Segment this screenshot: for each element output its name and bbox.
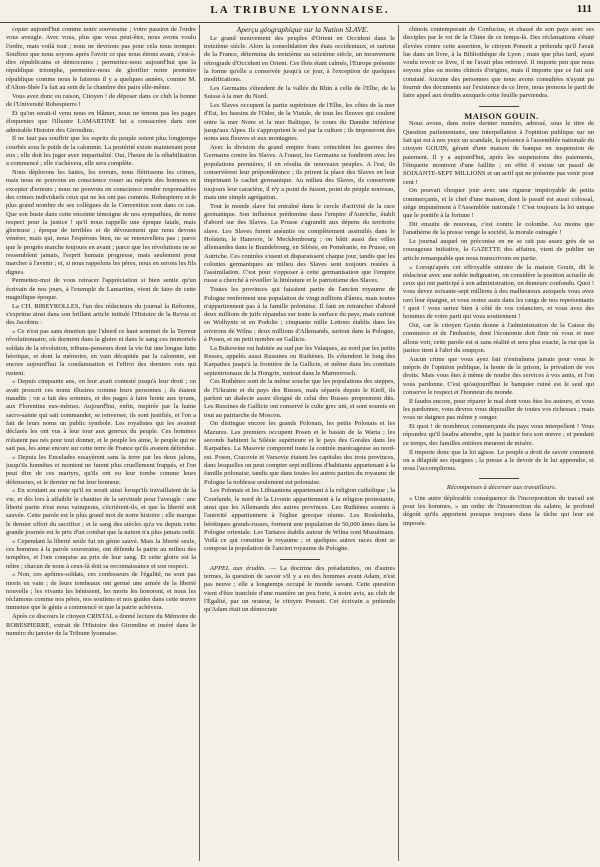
separator [280, 559, 320, 560]
col2-paragraph: Le grand mouvement des peuples d'Orient en Occident dans le treizième siècle. Alors la consolidation des états occidentaux, et surtout de la France, détermina du treizième au seizième siècle, un mouvement rétrograde d'Occident en Orient. Ces flots étant calmés, l'Europe présente la forme qu'elle a conservée jusqu'à ce jour, à l'exception de quelques modifications. [204, 34, 395, 84]
col3-paragraph: On pouvait choquer jour avec une rigueur impitoyable de petits commerçants, et le chef d'une maison, dont le passif est aussi colossal, siège impunément à l'Assemblée nationale ! C'est toujours la loi unique que le pontife à la fortune ! [403, 187, 594, 220]
col1-paragraph: « Ce n'est pas sans émotion que l'abord ce haut sommet de la Terreur révolutionnaire, où dorment dans la gloire et dans le sang ces immortels soldats de la révolution, tribuns-penseurs dont la vie fut une longue lutte héroïque, et dont la mémoire, en vain décapitée par la calomnie, est encore aujourd'hui la condamnation et l'effroi des derniers rois qui restent. [6, 328, 196, 377]
col2-paragraph: La Bukowine est habitée au sud par les Valaques, au nord par les petits Russes, appelés aussi Russines ou Ruthènes. Ils s'étendent le long des Karpathes jusqu'à la frontière de la Gallicie, et même dans les comitats septentrionaux de la Hongrie, surtout dans le Marmorosch. [204, 344, 395, 377]
col1-paragraph: « En scrutant au reste qu'il en serait ainsi lorsqu'ils travaillaient de la vie, et dès lors à affaiblir le chantier de la servitude pour l'aveugle : une liberté partie n'est nous vainquons, s'écrièrent-ils, et que la liberté soit sauvée. Cette parole est le plus grand mot de notre histoire ; elle marque le dernier effort du sacrifice ; et le sang des siècles qu'a vu depuis cette grande journée est le prix d'un combat que la nation n'a plus jamais redit. [6, 487, 196, 536]
section-title: Aperçu géographique sur la Nation SLAVE. [236, 26, 369, 34]
col3-paragraph: Et quoi ! de nombreux commerçants du pays vous interpellent ! Vous répondez qu'il faudra attendre, que la justice fera son œuvre ; et pendant ce temps, des familles entières meurent de misère. [403, 423, 594, 447]
col3-paragraph: Il faudra encore, pour réparer le mal dont vous êtes les auteurs, et vous les pardonner, vous devrez vous dépouiller de toutes vos richesses ; mais vous ne daignez pas même y songer. [403, 397, 594, 422]
col2-paragraph: Avec la division du grand empire franc coïncident les guerres des Germains contre les Slaves. A l'ouest, les Germains se fondirent avec les populations premières, il en résulta de nouveaux peuples. A l'est, ils conservèrent leur prépondérance ; ils prirent la place des Slaves en leur imprimant le cachet germanique. Au milieu des Slaves, ils conservent toujours leur caractère, il n'y a point de fusion, point de peuple nouveau, mais une simple agrégation. [204, 144, 395, 201]
col3-paragraph: « Lorsqu'après cet effroyable sinistre de la maison Gouin, dit le rédacteur avec une noble indignation, on considère la position actuelle de ceux qui ont participé à son administration, on demeure confondu. Quoi ! vous devez soixante-sept millions à des malheureux auxquels vous avez ravi leur épargne, et vous restez assis dans les rangs de nos représentants ! quoi ! vous seriez bien à côté de vos créanciers, et vous avez des hommes de votre parti qui vous soutiennent ! [403, 263, 594, 321]
col1-paragraph: Il ne faut pas souffrir que les esprits du peuple soient plus longtemps courbés sous le poids de la calomnie. La postérité existe maintenant pour eux ; elle doit les juger avec impartialité. Oui, l'heure de la réhabilitation a commencé ; elle s'achèvera, elle sera complète. [6, 135, 196, 168]
note-text: — La doctrine des préadamites, ou d'autres termes, la question de savoir s'il y a eu des hommes avant Adam, n'est pas neuve ; elle a longtemps occupé le monde savant. Cette question vient d'être tranchée d'une manière un peu forte, à notre avis, au club de l'Égalité, par un orateur, le citoyen Ponsett. Cet écrivain a prétendu qu'Adam était un démocrate [204, 564, 395, 614]
col1-paragraph: « Depuis les Encelades essayèrent sans la terre par les deux jalons, jusqu'ils honnêtes et montent ne furent plus cruellement frappés, et l'on peut dire de ces martyrs, qu'ils ont eu leur tombe comme leurs défenseurs, et le dernier ne fut leur honneur. [6, 453, 196, 486]
separator [479, 106, 519, 107]
page-number: 111 [576, 3, 592, 15]
col1-paragraph: Après ce discours le citoyen CRISTAL a donné lecture du Mémoire de ROBESPIERRE, extrait de l'Histoire des Girondins et inséré dans le numéro du janvier de la Tribune lyonnaise. [6, 613, 196, 637]
appeal-note [204, 565, 395, 615]
bottom-section-text: « Une autre déplorable conséquence de l'incorporation du travail est pour les hommes, » un ordre de l'insurrection du salaire, le profond dégoût qu'ils apportent presque toujours dans la tâche qui leur est imposée. [403, 494, 594, 527]
col3-paragraph: Oui, car le citoyen Gouin donne à l'administration de la Caisse du commerce et de l'industrie, dont l'économie doit finir où vous et moi allons voir, cette parole est si sans réalité et sera plus exacte, la rue que la justice tient à l'abri du soupçon. [403, 322, 594, 354]
column-rule [199, 25, 200, 861]
col3-paragraph: Nous avons, dans notre dernier numéro, adressé, sous le titre de Question parlementaire, une interpellation à l'opinion publique sur un fait qui est à nos yeux un scandale, la présence à l'assemblée nationale du citoyen GOUIN, gérant d'une maison de banque en suspension de paiement. Il y a aujourd'hui, après les suspensions des paiements, l'étiquette montrent d'une faillite ; en effet il existe un passif de SOIXANTE-SEPT MILLIONS et un actif qui ne présente pas venir pour cent ! [403, 120, 594, 186]
col1-paragraph: « Cependant la liberté seule fut un génie sauvé. Mais la liberté seule, ces hommes à la parole souveraine, ont défendu la patrie au milieu des tempêtes, et l'ont conquise au prix de leur sang. Et cette gloire est la nôtre ; chacun de nous à ceux-là doit sa reconnaissance et son respect. [6, 537, 196, 570]
note-title: APPEL aux érudits. [210, 564, 266, 572]
col1-paragraph: Vous avez donc eu raison, Citoyen ! de déposer dans ce club la bonne de l'Université Robespierre ! [6, 92, 196, 109]
bottom-section-title: Récompenses à décerner aux travailleurs. [446, 484, 557, 492]
newspaper-title: LA TRIBUNE LYONNAISE. [210, 4, 390, 16]
masthead [0, 0, 600, 23]
col2-paragraph: Ces Ruthènes sont de la même souche que les populations des steppes, de l'Ukraine et du pays des Russes, mais séparés depuis le Kieff, ils parlent un dialecte assez éloigné de celui des Russes proprement dits. Les Russines de Gallicie ont conservé le culte grec uni, et sont soumis en tout au patriarche de Moscou. [204, 378, 395, 419]
col3-paragraph: Dit ensuite de nouveau, c'est contre le colombe. Au moins que l'anathème de la presse venge la société, la morale outragée ! [403, 221, 594, 237]
col1-paragraph: Nous déplorons les fautes, les erreurs, nous flétrissons les crimes, mais nous ne pouvons en conscience vouer au mépris des hommes ni excepter d'erreurs ; nous ne pouvons en conscience rendre responsables des crimes individuels ceux qui ne les ont pas commis. Robespierre et le plus grand nombre de ses collègues de la Convention sont dans ce cas. Que son buste dans cette enceinte témoigne de nos sympathies, de notre respect pour la justice ! qu'il nous rappelle une époque fatale, mais glorieuse ; époque de terribles et de dévouement que nous devons vénérer, mais qui, nous l'espérons bien, ne se renouvellera pas ; parce que le progrès marche toujours en avant ; parce que les révolutions ne se ressemblent jamais, l'esprit humain progresse, mais seulement pour marcher à l'avenir ; et, si nous rappelons les pères, nous en serons les fils dignes. [6, 169, 196, 276]
col3-intro: chinois contemporain de Confucius, et chassé de son pays avec ses disciples par le roi de la Chine de ce temps-là. Des réclamations s'étant élevées contre cette assertion, le citoyen Ponsett a prétendu qu'il l'avait lue dans un livre, à la Bibliothèque de Lyon ; mais que plus tard, ayant voulu revoir ce livre, il ne l'avait plus retrouvé. Il importe peu que nous soyons plus ou moins chinois d'origine, mais il importe que ce fait soit constaté. Aucune des personnes que nous avons consultées n'ayant pu fournir des documents sur l'existence de ce livre, nous prenons le parti de faire appel aux érudits auxquels cette feuille parviendra. [403, 26, 594, 100]
col3-paragraph: Il importe donc que la loi agisse. Le peuple a droit de savoir comment on a dilapidé ses épargnes ; la presse a le devoir de le lui apprendre, et nous l'accomplirons. [403, 448, 594, 473]
col1-paragraph: copier aujourd'hui comme notre souveraine ; votre passion de l'ordre vous aveugle. Avec vous, plus que vous peut-être, nous avons voulu l'ordre, mais voilà tout ; nous ne devrions pas pour cela nous tromper. Souffrez que nous soyons après l'avoir ce que nous étions avant, c'est-à-dire républicains et démocrates ; permettez-nous aujourd'hui que la république triomphe, permettez-nous de glorifier notre première république comme nous le faisions il y a quelques années, comme M. d'Alton-Shée l'a fait au sein de la chambre des pairs elle-même. [6, 26, 196, 92]
col1-paragraph: Permettez-moi de vous retracer l'appréciation si bien sentie qu'un écrivain de nos jours, à l'exemple de Lamartine, vient de faire de cette magnifique époque. [6, 277, 196, 301]
col1-paragraph: La CH. RIBEYROLLES, l'un des rédacteurs du journal la Réforme, s'exprime ainsi dans son brillant article intitulé l'Histoire de la Revue et des Jacobins : [6, 302, 196, 327]
column-rule [398, 25, 399, 861]
col1-paragraph: « Depuis cinquante ans, on leur avait contesté jusqu'à leur droit ; on avait proscrit ces noms illustres comme leurs personnes ; ils étaient maudits ; on a fait des sommes, et des pages à faire honte aux tyrans, aux Florentins eux-mêmes. Aujourd'hui, enfin, inspirée par la haine sacro-sainte qui sait commander, se renverser, ils sont justifiés, et l'on a fait de leurs noms un public symbole. Les royalistes qui les avaient déclarés les ont vus à leur tour aux genoux du peuple. Ces hommes n'étaient pas nés pour tout donner, et le peuple les aime, le peuple qui ne sait pas, les aime encore sur cette terre de France qu'ils avaient défendue. [6, 378, 196, 452]
col3-paragraph: Le journal auquel on préconise en ne se rait pas assez grès de sa courageuse initiative, la GAZETTE des affaires, vient de publier un article remarquable que nous transcrivons en partie. [403, 238, 594, 262]
col2-paragraph: Les Polonais et les Lithuaniens appartenant à la religion catholique ; la Courlande, le nord de la Livonie appartiennent à la religion protestante, ainsi que les Allemands des autres provinces. Les Ruthènes soumis à l'autorité appartiennent à l'église grecque réunie. Les Roskolniks, hérétiques grands-russes, forment une population de 50,000 âmes dans la Pologne orientale. Les Tartares établis autour de Wilna sont Musulmans. Voilà ce qui constitue le royaume ; et quelques autres races dont se compose la population de l'ancien royaume de Pologne. [204, 487, 395, 553]
column-2 [204, 26, 395, 860]
col1-paragraph: « Non, ces apôtres-soldats, ces confesseurs de l'égalité, ne sont pas morts en vain ; de leurs tombeaux ont germé une armée de la liberté nouvelle ; les vivants les bénissent, les morts les honorent, et nous les réclamons comme nos pères, nos soutiens et nos guides dans cette œuvre immense que le génie a commencé et que la patrie achèvera. [6, 571, 196, 612]
col3-paragraph: Aucun crime que vous ayez fait n'entraînera jamais pour vous le mépris de l'opinion publique, la honte de la prison, la privation de vos droits. Mais vous êtes à même de rendre des services à vos amis, et l'on vous pardonne. C'est qu'aujourd'hui le banquier ruiné est le seul qui conserve le respect et l'honneur du monde. [403, 355, 594, 396]
col2-paragraph: Toutes les provinces qui faisaient partie de l'ancien royaume de Pologne renferment une population de vingt millions d'âmes, mais toutes n'appartiennent pas à la famille polonaise. Il faut en retrancher d'abord deux millions de juifs répandus sur toute la surface du pays, mais surtout en Wolhynie et en Podolie ; cinquante mille Lettons établis dans les environs de Wilna ; deux millions d'Allemands, surtout dans la Pologne, à Posen, et un petit nombre en Gallicie. [204, 286, 395, 343]
col2-paragraph: Tout le monde slave fut entraîné dans le cercle d'activité de la race germanique. Son influence prédomine dans l'empire d'Autriche, établi d'abord sur des Slaves. La Prusse s'agrandit aux dépens du territoire slave. Les Slaves furent anéantis ou complètement assimilés dans le Holstein, le Hanovre, le Mecklembourg ; on bâtit aussi des villes allemandes dans le Brandebourg, en Silésie, en Poméranie, en Prusse, en Autriche. Ces contrées s'usent et disparaissent chaque jour, tandis que les colonies germaniques au milieu des Slaves sont toujours restées à l'assimilation. C'est pour s'opposer à cette germanisation que l'empire russe a cherché à réveiller la littérature et le patriotisme des Slaves. [204, 202, 395, 285]
col2-paragraph: Les Germains s'étendent de la vallée du Rhin à celle de l'Elbe, de la Suisse à la mer du Nord. [204, 85, 395, 101]
column-3 [403, 26, 594, 860]
separator [479, 478, 519, 479]
col2-paragraph: Les Slaves occupent la partie supérieure de l'Elbe, les côtes de la mer d'Est, les bassins de l'Oder, de la Vistule, de tous les fleuves qui coulent entre la mer Noire et la mer Baltique, le cours du Danube inférieur jusqu'aux Alpes. Ils s'approprient le sol par la culture ; ils imposeront des noms aux fleuves et aux montagnes. [204, 102, 395, 143]
col1-paragraph: Et qu'on serait-il venu nous en blâmer, nous ne tenons pas les pages éloquentes que l'illustre LAMARTINE lui a consacrées dans son admirable Histoire des Girondins. [6, 109, 196, 134]
article-heading: MAISON GOUIN. [464, 110, 539, 121]
col2-paragraph: On distingue encore les grands Polonais, les petits Polonais et les Mazures. Les premiers occupent Posen et le bassin de la Warta ; les seconds habitent la Silésie supérieure et le pays des Gorales dans les Karpathes. La Masovie comprend toute la contrée marécageuse au nord-est. Posen, Cracovie et Varsovie étaient les capitales des trois provinces, dans lesquelles on peut compter sept millions d'habitants appartenant à la famille polonaise, tandis que dans toutes les autres parties du royaume de Pologne la noblesse seulement est polonaise. [204, 420, 395, 486]
column-1 [6, 26, 196, 860]
